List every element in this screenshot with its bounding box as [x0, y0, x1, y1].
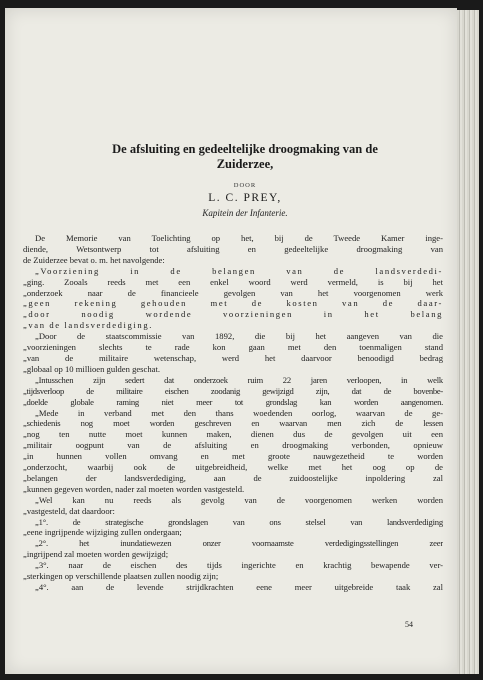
author-rank: Kapitein der Infanterie.: [202, 208, 288, 218]
text-line: „Door de staatscommissie van 1892, die bij het aangeven van die: [35, 331, 443, 342]
text-line: „1°. de strategische grondslagen van ons stelsel van landsverdediging: [35, 516, 443, 527]
text-line: „2°. het inundatiewezen onzer voornaamste verdedigingsstellingen zeer: [35, 538, 443, 549]
author-name: L. C. PREY,: [208, 192, 282, 204]
title-line-1: De afsluiting en gedeeltelijke droogmaking van de: [112, 142, 378, 156]
text-line: „geen rekening gehouden met de kosten van de daar-: [23, 298, 443, 309]
page-stack-edge: [457, 10, 479, 674]
text-line: „van de militaire wetenschap, werd het daarvoor benoodigd bedrag: [23, 352, 443, 363]
text-line: „tijdsverloop de militaire eischen zoodanig gewijzigd zijn, dat de bovenbe-: [23, 385, 443, 396]
text-line: „doelde globale raming niet meer tot grondslag kan worden aangenomen.: [23, 396, 443, 407]
text-line: „Voorziening in de belangen van de landsverdedi-: [35, 265, 443, 276]
text-line: „belangen der landsverdediging, aan de zuidoostelijke inpoldering zal: [23, 472, 443, 483]
title-line-2: Zuiderzee,: [216, 157, 274, 171]
text-line: „eene ingrijpende wijziging zullen ondergaan;: [23, 527, 182, 538]
page-number: 54: [405, 620, 413, 629]
text-line: „voorzieningen slechts te rade kon gaan met den toenmaligen stand: [23, 342, 443, 353]
byline-door: DOOR: [233, 182, 257, 189]
text-line: „onderzoek naar de financieele gevolgen van het voorgenomen werk: [23, 287, 443, 298]
text-line: „3°. naar de eischen des tijds ingerichte en krachtig bewapende ver-: [35, 560, 443, 571]
text-line: „globaal op 10 millioen gulden geschat.: [23, 363, 160, 374]
text-line: „Intusschen zijn sedert dat onderzoek ruim 22 jaren verloopen, in welk: [35, 374, 443, 385]
text-line: diende, Wetsontwerp tot afsluiting en gedeeltelijke droogmaking van: [23, 243, 443, 254]
text-line: „door noodig wordende voorzieningen in het belang: [23, 309, 443, 320]
text-line: „in hunnen vollen omvang en met groote nauwgezetheid te worden: [23, 451, 443, 462]
text-line: „van de landsverdediging.: [23, 320, 153, 331]
article-title: [65, 142, 425, 172]
text-line: De Memorie van Toelichting op het, bij de Tweede Kamer inge-: [35, 233, 443, 243]
text-line: „militair oogpunt van de afsluiting en droogmaking verbonden, opnieuw: [23, 440, 443, 451]
text-line: „4°. aan de levende strijdkrachten eene meer uitgebreide taak zal: [35, 582, 443, 592]
document-page: [5, 8, 457, 674]
text-line: „vastgesteld, dat daardoor:: [23, 505, 115, 516]
text-line: „onderzocht, waarbij ook de uitgebreidheid, welke met het oog op de: [23, 462, 443, 473]
text-line: „nog ten nutte moet kunnen maken, dienen dus de gevolgen uit een: [23, 429, 443, 440]
text-line: de Zuiderzee bevat o. m. het navolgende:: [23, 254, 165, 265]
text-line: „kunnen gegeven worden, nader zal moeten worden vastgesteld.: [23, 483, 245, 494]
article-body: [23, 233, 443, 593]
text-line: „sterkingen op verschillende plaatsen zullen noodig zijn;: [23, 571, 219, 582]
text-line: „ging. Zooals reeds met een enkel woord werd vermeld, is bij het: [23, 276, 443, 287]
text-line: „Wel kan nu reeds als gevolg van de voorgenomen werken worden: [35, 494, 443, 505]
text-line: „ingrijpend zal moeten worden gewijzigd;: [23, 549, 169, 560]
text-line: „Mede in verband met den thans woedenden oorlog, waarvan de ge-: [35, 407, 443, 418]
text-line: „schiedenis nog moet worden geschreven en waarvan men zich de lessen: [23, 418, 443, 429]
